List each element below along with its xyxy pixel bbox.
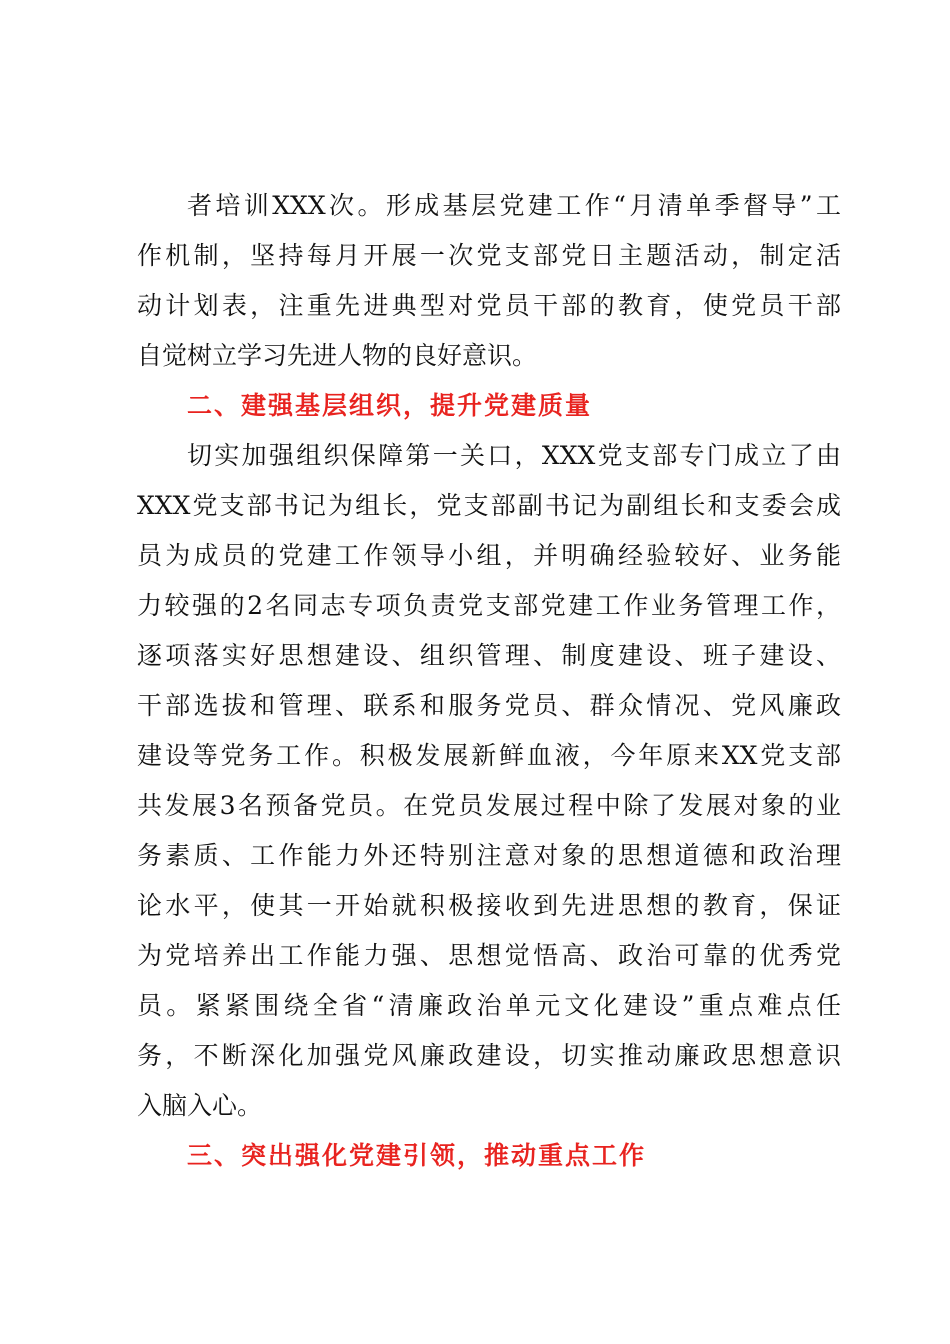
document-body [137,181,841,1181]
paragraph-line: 员。紧紧围绕全省“清廉政治单元文化建设”重点难点任 [137,991,841,1020]
paragraph-line: XXX党支部书记为组长，党支部副书记为副组长和支委会成 [137,491,841,520]
paragraph-line: 作机制，坚持每月开展一次党支部党日主题活动，制定活 [137,241,841,270]
paragraph-line: 共发展3名预备党员。在党员发展过程中除了发展对象的业 [137,791,841,820]
paragraph-line: 员为成员的党建工作领导小组，并明确经验较好、业务能 [137,541,841,570]
paragraph-line: 建设等党务工作。积极发展新鲜血液，今年原来XX党支部 [137,741,841,770]
section-heading-2: 二、建强基层组织，提升党建质量 [187,391,593,420]
paragraph-line: 入脑入心。 [137,1091,263,1120]
paragraph-line: 力较强的2名同志专项负责党支部党建工作业务管理工作， [137,591,841,620]
paragraph-1 [137,181,841,381]
section-heading-3: 三、突出强化党建引领，推动重点工作 [187,1141,647,1170]
paragraph-line: 者培训XXX次。形成基层党建工作“月清单季督导”工 [187,191,841,220]
paragraph-line: 务，不断深化加强党风廉政建设，切实推动廉政思想意识 [137,1041,841,1070]
paragraph-line: 务素质、工作能力外还特别注意对象的思想道德和政治理 [137,841,841,870]
paragraph-line: 动计划表，注重先进典型对党员干部的教育，使党员干部 [137,291,841,320]
paragraph-line: 自觉树立学习先进人物的良好意识。 [137,341,538,370]
paragraph-line: 切实加强组织保障第一关口，XXX党支部专门成立了由 [187,441,841,470]
paragraph-line: 论水平，使其一开始就积极接收到先进思想的教育，保证 [137,891,841,920]
paragraph-line: 逐项落实好思想建设、组织管理、制度建设、班子建设、 [137,641,841,670]
paragraph-line: 为党培养出工作能力强、思想觉悟高、政治可靠的优秀党 [137,941,841,970]
paragraph-line: 干部选拔和管理、联系和服务党员、群众情况、党风廉政 [137,691,841,720]
paragraph-2 [137,431,841,1131]
